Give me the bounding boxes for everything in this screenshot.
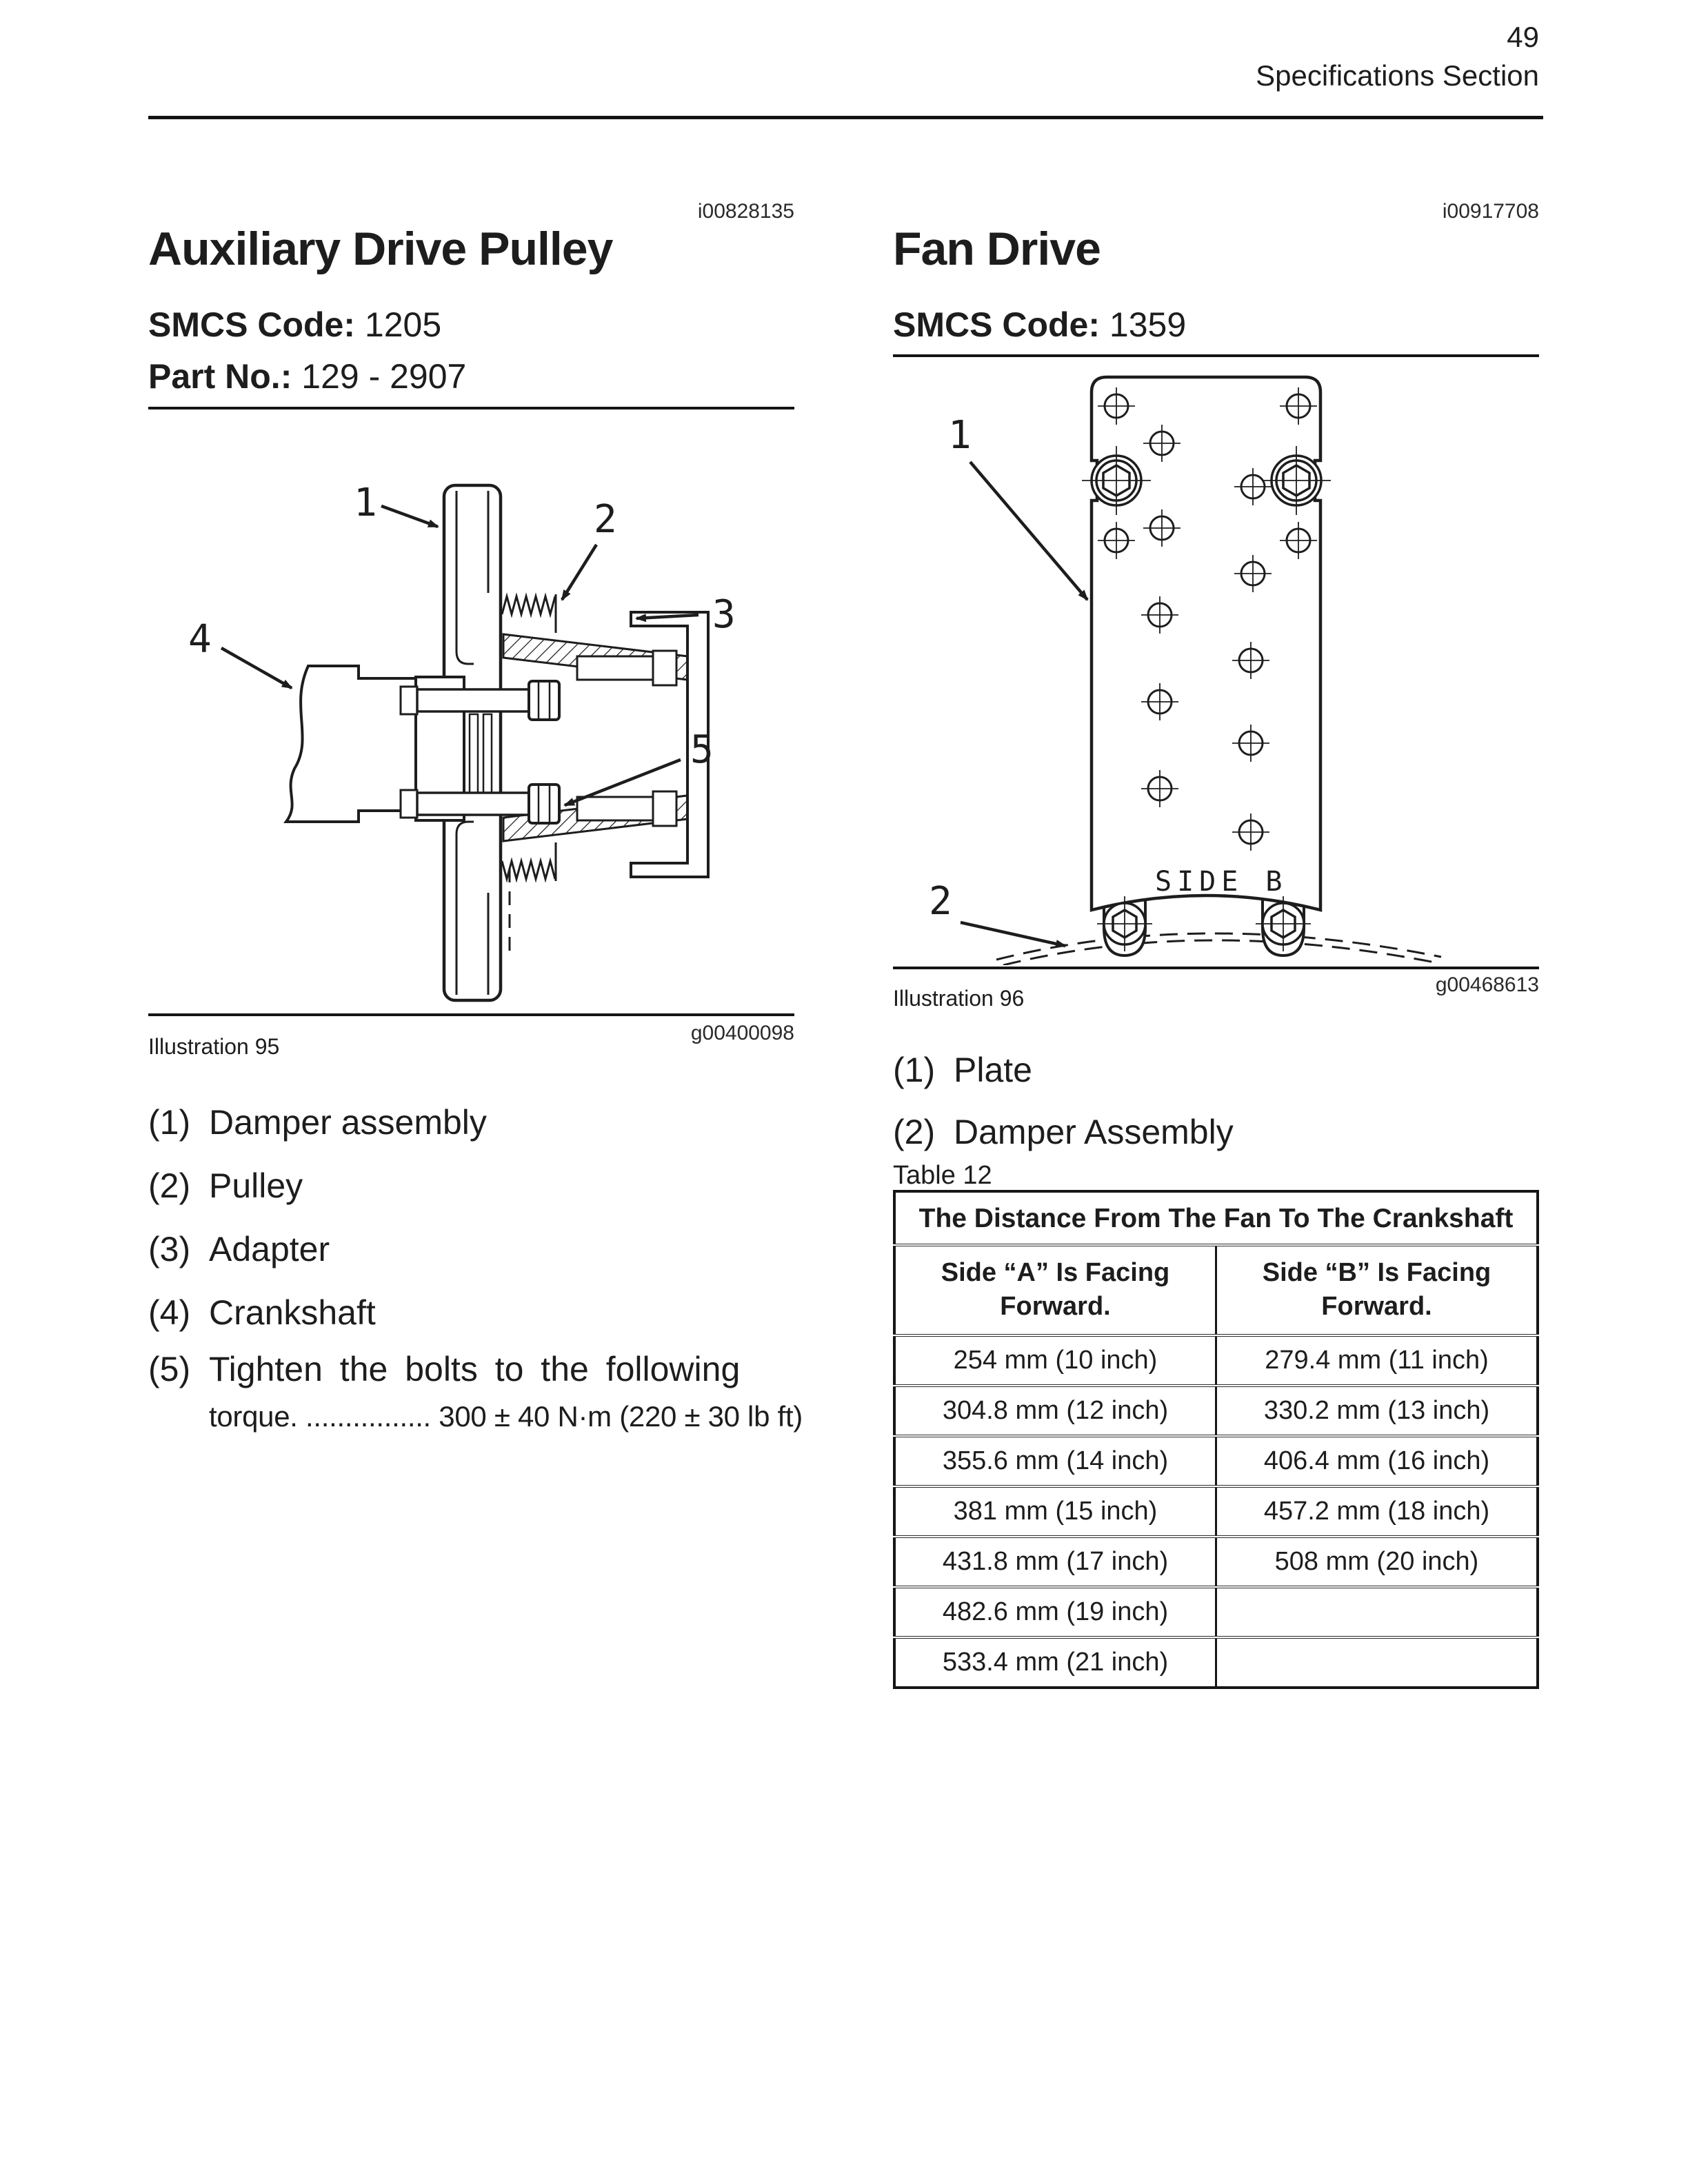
- cell: 431.8 mm (17 inch): [942, 1546, 1169, 1576]
- cell: 381 mm (15 inch): [953, 1496, 1158, 1526]
- table-row: [894, 1386, 1538, 1436]
- divider: [893, 354, 1539, 357]
- item-number: (2): [893, 1113, 936, 1151]
- item-text: Plate: [954, 1051, 1032, 1089]
- page-number: 49: [1507, 21, 1539, 53]
- article-title-right: Fan Drive: [893, 223, 1101, 275]
- table-title: The Distance From The Fan To The Crankshaft: [918, 1204, 1514, 1233]
- list-item: [893, 1049, 1539, 1091]
- list-item: [893, 1111, 1539, 1153]
- cell: 355.6 mm (14 inch): [942, 1446, 1169, 1475]
- article-code-right: i00917708: [1442, 200, 1539, 223]
- illustration-95-gcode: g00400098: [690, 1022, 794, 1044]
- item-text: Damper assembly: [209, 1103, 487, 1142]
- item-text: Pulley: [209, 1166, 303, 1205]
- illustration-96-gcode: g00468613: [1435, 973, 1539, 996]
- part-value: 129 - 2907: [301, 357, 467, 396]
- table-row: [894, 1587, 1538, 1637]
- item-text: Adapter: [209, 1230, 330, 1268]
- cell: 279.4 mm (11 inch): [1216, 1335, 1538, 1386]
- divider: [893, 967, 1539, 969]
- smcs-line-right: [893, 305, 1186, 345]
- item-number: (3): [148, 1230, 191, 1268]
- table-row: [894, 1335, 1538, 1386]
- cell: [1216, 1587, 1538, 1637]
- cell: 482.6 mm (19 inch): [942, 1597, 1169, 1626]
- part-line-left: [148, 356, 466, 396]
- table-header-row: [894, 1245, 1538, 1335]
- illustration-95-pulley-drawing: [148, 414, 794, 1007]
- item-text: Tighten the bolts to the following: [209, 1350, 741, 1388]
- table-title-row: [894, 1191, 1538, 1245]
- list-item: [148, 1165, 794, 1206]
- article-code-left: i00828135: [697, 200, 794, 223]
- table-row: [894, 1486, 1538, 1537]
- cell: 304.8 mm (12 inch): [942, 1395, 1169, 1425]
- smcs-label: SMCS Code:: [893, 305, 1100, 344]
- item-number: (1): [893, 1051, 936, 1089]
- cell: [1216, 1637, 1538, 1688]
- callout-4: 4: [188, 617, 212, 662]
- list-item: [148, 1348, 803, 1434]
- divider: [148, 1013, 794, 1016]
- item-number: (5): [148, 1350, 191, 1388]
- item-text: Damper Assembly: [954, 1113, 1234, 1151]
- part-label: Part No.:: [148, 357, 292, 396]
- table-row: [894, 1637, 1538, 1688]
- smcs-value: 1359: [1109, 305, 1187, 344]
- callout-3: 3: [712, 592, 736, 637]
- table-row: [894, 1436, 1538, 1486]
- cell: 406.4 mm (16 inch): [1216, 1436, 1538, 1486]
- illustration-95-caption: Illustration 95: [148, 1034, 280, 1059]
- item-text: Crankshaft: [209, 1293, 376, 1332]
- smcs-label: SMCS Code:: [148, 305, 355, 344]
- callout-1: 1: [354, 481, 377, 525]
- list-item: [148, 1228, 794, 1270]
- table-row: [894, 1537, 1538, 1587]
- item-number: (4): [148, 1293, 191, 1332]
- section-title: Specifications Section: [1256, 59, 1539, 92]
- illustration-96-caption: Illustration 96: [893, 986, 1025, 1011]
- column-header-side-a: Side “A” Is Facing Forward.: [941, 1258, 1170, 1322]
- header-rule: [148, 116, 1543, 119]
- illustration-96-fan-drive-drawing: [893, 358, 1539, 965]
- table-label: Table 12: [893, 1161, 992, 1190]
- article-title-left: Auxiliary Drive Pulley: [148, 223, 613, 275]
- callout-2: 2: [929, 879, 952, 924]
- side-b-label: SIDE B: [1155, 866, 1288, 898]
- fan-distance-table: [893, 1190, 1539, 1689]
- smcs-value: 1205: [364, 305, 442, 344]
- column-header-side-b: Side “B” Is Facing Forward.: [1216, 1245, 1538, 1335]
- list-item: [148, 1102, 794, 1143]
- callout-2: 2: [594, 497, 617, 542]
- list-item: [148, 1292, 794, 1333]
- divider: [148, 407, 794, 410]
- item-text-continued: torque. ................ 300 ± 40 N·m (220 ± 30 lb ft): [209, 1400, 803, 1433]
- item-number: (2): [148, 1166, 191, 1205]
- callout-5: 5: [690, 727, 714, 772]
- callout-1: 1: [948, 413, 972, 458]
- smcs-line-left: [148, 305, 441, 345]
- item-number: (1): [148, 1103, 191, 1142]
- cell: 330.2 mm (13 inch): [1216, 1386, 1538, 1436]
- cell: 508 mm (20 inch): [1216, 1537, 1538, 1587]
- cell: 254 mm (10 inch): [953, 1345, 1158, 1375]
- cell: 533.4 mm (21 inch): [942, 1647, 1169, 1677]
- cell: 457.2 mm (18 inch): [1216, 1486, 1538, 1537]
